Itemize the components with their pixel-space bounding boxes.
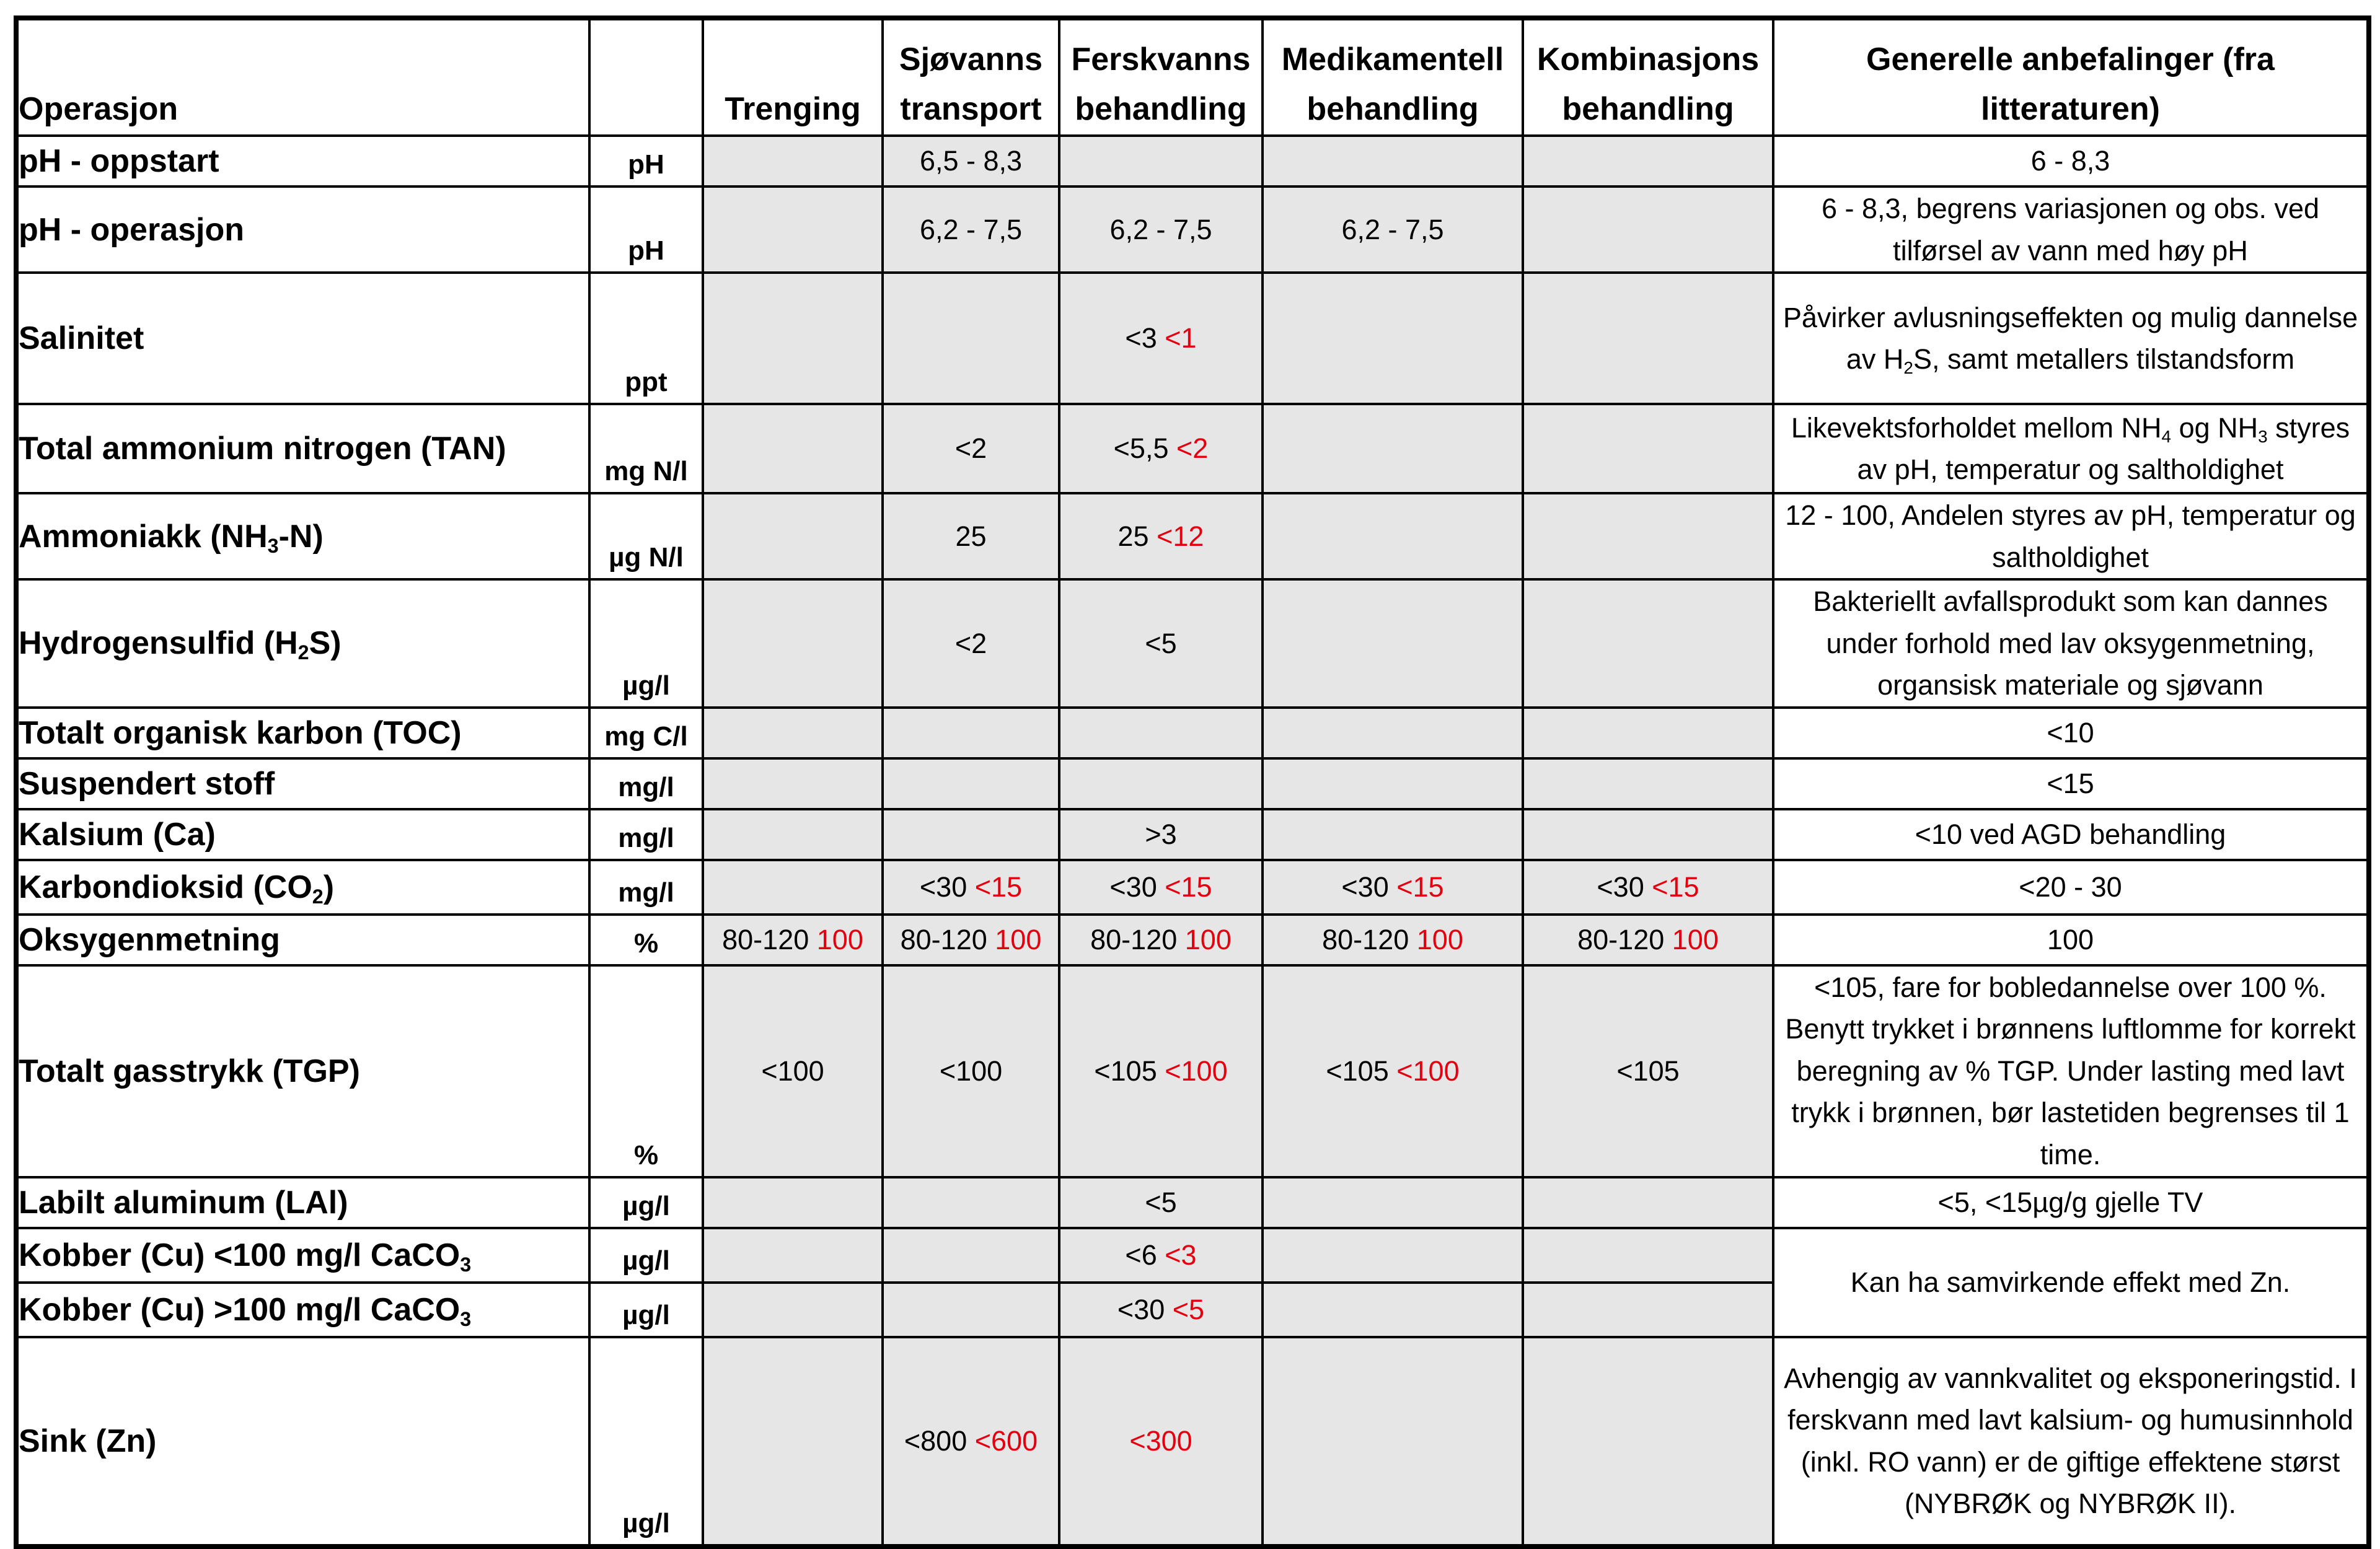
value-cell-ferskvanns-behandling xyxy=(1059,136,1263,186)
unit-cell: mg/l xyxy=(589,758,703,809)
row-label: Labilt aluminum (LAl) xyxy=(16,1177,589,1228)
value-cell-kombinasjons-behandling xyxy=(1523,1283,1773,1337)
value-cell-sjovanns-transport xyxy=(883,493,1059,579)
recommended-value: <100 xyxy=(1165,1055,1228,1087)
unit-cell: ppt xyxy=(589,273,703,404)
value-cell-sjovanns-transport xyxy=(883,708,1059,758)
value: <5 xyxy=(1145,1186,1177,1218)
recommendation-cell: 100 xyxy=(1773,915,2369,965)
value: 80-120 xyxy=(1090,923,1178,955)
col-header-medikamentell-behandling: Medikamentell behandling xyxy=(1263,18,1523,136)
value-cell-medikamentell-behandling xyxy=(1263,809,1523,860)
row-label: Total ammonium nitrogen (TAN) xyxy=(16,404,589,493)
value-cell-kombinasjons-behandling xyxy=(1523,273,1773,404)
recommendation-cell: 12 - 100, Andelen styres av pH, temperatur og saltholdighet xyxy=(1773,493,2369,579)
value: 6,5 - 8,3 xyxy=(919,145,1023,177)
value-cell-medikamentell-behandling xyxy=(1263,915,1523,965)
row-label: Sink (Zn) xyxy=(16,1337,589,1547)
recommended-value: 100 xyxy=(816,923,863,955)
recommendation-cell: <10 ved AGD behandling xyxy=(1773,809,2369,860)
table-row xyxy=(16,579,2369,708)
row-label: Oksygenmetning xyxy=(16,915,589,965)
value-cell-ferskvanns-behandling xyxy=(1059,1177,1263,1228)
value: 80-120 xyxy=(900,923,987,955)
value-cell-trenging xyxy=(703,708,883,758)
value-cell-ferskvanns-behandling xyxy=(1059,860,1263,915)
value-cell-kombinasjons-behandling xyxy=(1523,860,1773,915)
unit-cell: pH xyxy=(589,186,703,273)
value: 80-120 xyxy=(1577,923,1665,955)
value-cell-ferskvanns-behandling xyxy=(1059,758,1263,809)
col-header-generelle-anbefalinger: Generelle anbefalinger (fra litteraturen) xyxy=(1773,18,2369,136)
value-cell-trenging xyxy=(703,1228,883,1283)
recommended-value: <15 xyxy=(974,871,1023,903)
recommendation-cell: 6 - 8,3 xyxy=(1773,136,2369,186)
header-row xyxy=(16,18,2369,136)
value: <30 xyxy=(1117,1293,1165,1325)
value-cell-ferskvanns-behandling xyxy=(1059,579,1263,708)
row-label: Totalt gasstrykk (TGP) xyxy=(16,965,589,1177)
value-cell-sjovanns-transport xyxy=(883,1283,1059,1337)
recommended-value: <3 xyxy=(1165,1239,1197,1271)
table-row xyxy=(16,136,2369,186)
row-label: Kalsium (Ca) xyxy=(16,809,589,860)
value-cell-sjovanns-transport xyxy=(883,758,1059,809)
row-label: Karbondioksid $(CO_2)$ xyxy=(16,860,589,915)
table-row xyxy=(16,493,2369,579)
value-cell-trenging xyxy=(703,809,883,860)
value-cell-kombinasjons-behandling xyxy=(1523,708,1773,758)
recommended-value: <12 xyxy=(1157,520,1204,552)
value-cell-sjovanns-transport xyxy=(883,136,1059,186)
value-cell-sjovanns-transport xyxy=(883,579,1059,708)
value: >3 xyxy=(1145,818,1177,850)
row-label: pH - oppstart xyxy=(16,136,589,186)
value-cell-ferskvanns-behandling xyxy=(1059,186,1263,273)
recommendation-cell: <10 xyxy=(1773,708,2369,758)
unit-cell: % xyxy=(589,965,703,1177)
table-row xyxy=(16,915,2369,965)
table-row xyxy=(16,1228,2369,1283)
value-cell-trenging xyxy=(703,1337,883,1547)
recommendation-cell: <20 - 30 xyxy=(1773,860,2369,915)
row-label: Salinitet xyxy=(16,273,589,404)
value-cell-kombinasjons-behandling xyxy=(1523,186,1773,273)
value: 6,2 - 7,5 xyxy=(1109,213,1212,245)
value-cell-sjovanns-transport xyxy=(883,1177,1059,1228)
value: <5 xyxy=(1145,627,1177,659)
row-label: Suspendert stoff xyxy=(16,758,589,809)
table-row xyxy=(16,1337,2369,1547)
value-cell-trenging xyxy=(703,965,883,1177)
value-cell-ferskvanns-behandling xyxy=(1059,708,1263,758)
unit-cell: µg/l xyxy=(589,1283,703,1337)
row-label: Totalt organisk karbon (TOC) xyxy=(16,708,589,758)
recommended-value: 100 xyxy=(1672,923,1719,955)
col-header-unit xyxy=(589,18,703,136)
value-cell-trenging xyxy=(703,579,883,708)
unit-cell: pH xyxy=(589,136,703,186)
recommendation-cell: Avhengig av vannkvalitet og eksponeringstid. I ferskvann med lavt kalsium- og humusinnhold (inkl. RO vann) er de giftige effektene størst (NYBRØK og NYBRØK II). xyxy=(1773,1337,2369,1547)
recommendation-cell: <105, fare for bobledannelse over 100 %. Benytt trykket i brønnens luftlomme for korrekt beregning av % TGP. Under lasting med lavt trykk i brønnen, bør lastetiden begrenses til 1 time. xyxy=(1773,965,2369,1177)
value-cell-medikamentell-behandling xyxy=(1263,1283,1523,1337)
value-cell-medikamentell-behandling xyxy=(1263,186,1523,273)
value-cell-sjovanns-transport xyxy=(883,186,1059,273)
value-cell-sjovanns-transport xyxy=(883,1228,1059,1283)
value: <30 xyxy=(1341,871,1389,903)
water-quality-table xyxy=(14,15,2371,1549)
value: 80-120 xyxy=(1322,923,1409,955)
recommendation-cell: Påvirker avlusningseffekten og mulig dannelse av $H_2S$, samt metallers tilstandsform xyxy=(1773,273,2369,404)
value-cell-kombinasjons-behandling xyxy=(1523,758,1773,809)
value: <105 xyxy=(1616,1055,1680,1087)
value-cell-trenging xyxy=(703,758,883,809)
value-cell-trenging xyxy=(703,1283,883,1337)
value-cell-trenging xyxy=(703,404,883,493)
value: <100 xyxy=(939,1055,1003,1087)
recommended-value: <600 xyxy=(974,1424,1038,1457)
table-row xyxy=(16,708,2369,758)
value-cell-kombinasjons-behandling xyxy=(1523,404,1773,493)
value: <6 xyxy=(1125,1239,1157,1271)
unit-cell: % xyxy=(589,915,703,965)
col-header-kombinasjons-behandling: Kombinasjons behandling xyxy=(1523,18,1773,136)
value-cell-medikamentell-behandling xyxy=(1263,708,1523,758)
table-row xyxy=(16,965,2369,1177)
value: 25 xyxy=(1117,520,1149,552)
value-cell-trenging xyxy=(703,860,883,915)
recommended-value: <1 xyxy=(1165,322,1197,354)
value-cell-trenging xyxy=(703,273,883,404)
unit-cell: mg C/l xyxy=(589,708,703,758)
value-cell-kombinasjons-behandling xyxy=(1523,1228,1773,1283)
recommended-value: <15 xyxy=(1652,871,1699,903)
value-cell-ferskvanns-behandling xyxy=(1059,493,1263,579)
value: <105 xyxy=(1094,1055,1157,1087)
table-row xyxy=(16,404,2369,493)
value: <800 xyxy=(904,1424,967,1457)
value-cell-kombinasjons-behandling xyxy=(1523,579,1773,708)
table-row xyxy=(16,758,2369,809)
unit-cell: mg/l xyxy=(589,809,703,860)
value: 80-120 xyxy=(722,923,809,955)
row-label: Kobber (Cu) >100 mg/l CaCO$_3$ xyxy=(16,1283,589,1337)
recommended-value: <15 xyxy=(1396,871,1444,903)
value-cell-trenging xyxy=(703,186,883,273)
value-cell-ferskvanns-behandling xyxy=(1059,965,1263,1177)
col-header-sjovanns-transport: Sjøvanns transport xyxy=(883,18,1059,136)
value-cell-sjovanns-transport xyxy=(883,273,1059,404)
value-cell-medikamentell-behandling xyxy=(1263,273,1523,404)
row-label: Hydrogensulfid $(H_2S)$ xyxy=(16,579,589,708)
value: 25 xyxy=(955,520,987,552)
value-cell-medikamentell-behandling xyxy=(1263,136,1523,186)
unit-cell: µg/l xyxy=(589,579,703,708)
value-cell-medikamentell-behandling xyxy=(1263,860,1523,915)
table-row xyxy=(16,1177,2369,1228)
table-row xyxy=(16,186,2369,273)
row-label: pH - operasjon xyxy=(16,186,589,273)
recommended-value: <300 xyxy=(1129,1424,1192,1457)
unit-cell: µg/l xyxy=(589,1337,703,1547)
value-cell-sjovanns-transport xyxy=(883,1337,1059,1547)
value-cell-ferskvanns-behandling xyxy=(1059,273,1263,404)
recommended-value: <5 xyxy=(1172,1293,1205,1325)
value: <105 xyxy=(1326,1055,1389,1087)
recommended-value: <2 xyxy=(1176,432,1209,465)
value: <100 xyxy=(761,1055,824,1087)
value-cell-trenging xyxy=(703,1177,883,1228)
unit-cell: mg/l xyxy=(589,860,703,915)
value: <30 xyxy=(1597,871,1644,903)
unit-cell: µg/l xyxy=(589,1177,703,1228)
recommended-value: 100 xyxy=(1416,923,1463,955)
value: <3 xyxy=(1125,322,1157,354)
unit-cell: µg N/l xyxy=(589,493,703,579)
value-cell-kombinasjons-behandling xyxy=(1523,493,1773,579)
row-label: Ammoniakk $(NH_3-N)$ xyxy=(16,493,589,579)
value-cell-medikamentell-behandling xyxy=(1263,579,1523,708)
value-cell-medikamentell-behandling xyxy=(1263,493,1523,579)
value-cell-ferskvanns-behandling xyxy=(1059,404,1263,493)
recommendation-cell: <5, <15µg/g gjelle TV xyxy=(1773,1177,2369,1228)
recommended-value: 100 xyxy=(995,923,1042,955)
value-cell-medikamentell-behandling xyxy=(1263,758,1523,809)
table-row xyxy=(16,273,2369,404)
col-header-trenging: Trenging xyxy=(703,18,883,136)
value-cell-kombinasjons-behandling xyxy=(1523,1337,1773,1547)
unit-cell: µg/l xyxy=(589,1228,703,1283)
value-cell-ferskvanns-behandling xyxy=(1059,1337,1263,1547)
value-cell-ferskvanns-behandling xyxy=(1059,809,1263,860)
value-cell-ferskvanns-behandling xyxy=(1059,1283,1263,1337)
value-cell-kombinasjons-behandling xyxy=(1523,965,1773,1177)
value-cell-kombinasjons-behandling xyxy=(1523,136,1773,186)
table-row xyxy=(16,809,2369,860)
col-header-ferskvanns-behandling: Ferskvanns behandling xyxy=(1059,18,1263,136)
value-cell-medikamentell-behandling xyxy=(1263,1337,1523,1547)
recommendation-cell: Bakteriellt avfallsprodukt som kan dannes under forhold med lav oksygenmetning, organsisk materiale og sjøvann xyxy=(1773,579,2369,708)
value: <5,5 xyxy=(1113,432,1169,465)
value-cell-trenging xyxy=(703,136,883,186)
value-cell-kombinasjons-behandling xyxy=(1523,809,1773,860)
value: <30 xyxy=(1109,871,1157,903)
recommendation-cell: 6 - 8,3, begrens variasjonen og obs. ved tilførsel av vann med høy pH xyxy=(1773,186,2369,273)
value: 6,2 - 7,5 xyxy=(919,213,1023,245)
value-cell-medikamentell-behandling xyxy=(1263,404,1523,493)
table-row xyxy=(16,860,2369,915)
value-cell-kombinasjons-behandling xyxy=(1523,915,1773,965)
value-cell-sjovanns-transport xyxy=(883,860,1059,915)
value-cell-ferskvanns-behandling xyxy=(1059,915,1263,965)
value-cell-sjovanns-transport xyxy=(883,965,1059,1177)
value: <30 xyxy=(919,871,967,903)
value-cell-ferskvanns-behandling xyxy=(1059,1228,1263,1283)
recommendation-cell: Kan ha samvirkende effekt med Zn. xyxy=(1773,1228,2369,1337)
value: 6,2 - 7,5 xyxy=(1341,213,1444,245)
recommended-value: <15 xyxy=(1165,871,1212,903)
unit-cell: mg N/l xyxy=(589,404,703,493)
recommendation-cell: Likevektsforholdet mellom $NH_4$ og $NH_3$ styres av pH, temperatur og saltholdighet xyxy=(1773,404,2369,493)
value-cell-sjovanns-transport xyxy=(883,404,1059,493)
value-cell-trenging xyxy=(703,493,883,579)
value-cell-medikamentell-behandling xyxy=(1263,965,1523,1177)
value-cell-medikamentell-behandling xyxy=(1263,1228,1523,1283)
value-cell-trenging xyxy=(703,915,883,965)
value-cell-sjovanns-transport xyxy=(883,809,1059,860)
value-cell-medikamentell-behandling xyxy=(1263,1177,1523,1228)
value-cell-sjovanns-transport xyxy=(883,915,1059,965)
recommended-value: 100 xyxy=(1184,923,1232,955)
col-header-operasjon: Operasjon xyxy=(16,18,589,136)
value-cell-kombinasjons-behandling xyxy=(1523,1177,1773,1228)
row-label: Kobber (Cu) <100 mg/l CaCO$_3$ xyxy=(16,1228,589,1283)
value: <2 xyxy=(954,432,987,465)
recommended-value: <100 xyxy=(1396,1055,1460,1087)
value: <2 xyxy=(954,627,987,659)
recommendation-cell: <15 xyxy=(1773,758,2369,809)
